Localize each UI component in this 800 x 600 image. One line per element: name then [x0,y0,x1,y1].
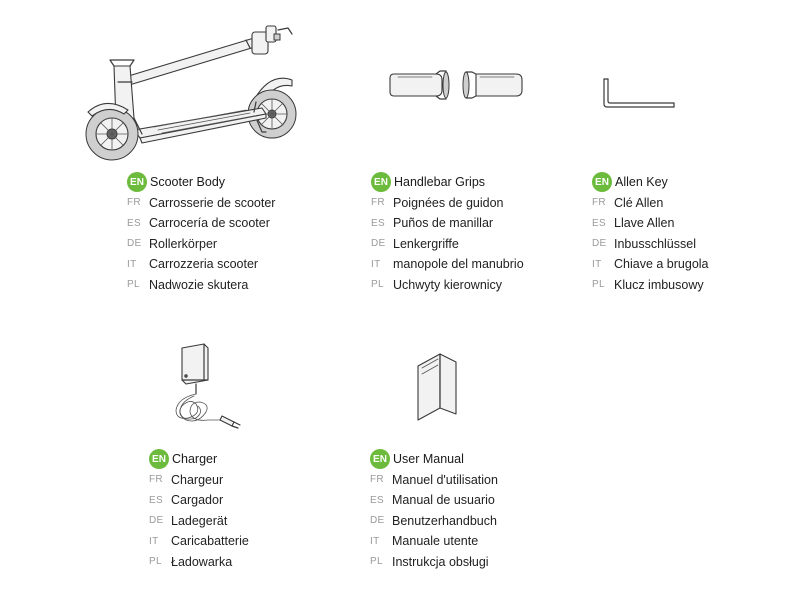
label-text-es: Puños de manillar [393,216,494,231]
allen-key-labels [592,172,709,295]
label-row-en [371,172,524,193]
label-text-es: Manual de usuario [392,493,495,508]
lang-code-it: IT [127,258,137,270]
manual-illustration [414,352,460,422]
label-row-pl [127,275,275,296]
lang-code-es: ES [370,494,384,506]
label-text-it: Chiave a brugola [614,257,709,272]
label-row-en [370,449,498,470]
lang-badge-en: EN [371,172,391,192]
label-row-it [370,531,498,552]
label-text-es: Carrocería de scooter [149,216,270,231]
label-text-it: Caricabatterie [171,534,249,549]
label-text-pl: Nadwozie skutera [149,277,249,292]
label-text-pl: Klucz imbusowy [614,277,704,292]
label-text-es: Llave Allen [614,216,675,231]
label-row-es [149,490,249,511]
label-row-en [127,172,275,193]
lang-code-de: DE [149,515,164,527]
lang-code-it: IT [370,535,380,547]
label-text-fr: Chargeur [171,472,224,487]
lang-code-pl: PL [370,556,383,568]
label-text-de: Inbusschlüssel [614,236,696,251]
label-text-it: Carrozzeria scooter [149,257,259,272]
lang-code-de: DE [370,515,385,527]
label-text-de: Lenkergriffe [393,236,459,251]
lang-code-es: ES [127,217,141,229]
grips-illustration [388,68,524,102]
lang-code-pl: PL [371,279,384,291]
label-text-it: Manuale utente [392,534,479,549]
label-row-it [371,254,524,275]
label-text-pl: Instrukcja obsługi [392,554,489,569]
label-row-pl [592,275,709,296]
label-row-it [127,254,275,275]
label-row-it [149,531,249,552]
label-row-es [370,490,498,511]
charger-illustration [168,340,244,432]
label-row-pl [149,552,249,573]
label-row-es [592,213,709,234]
label-row-en [149,449,249,470]
label-row-fr [127,193,275,214]
handlebar-grips-labels [371,172,524,295]
label-text-en: Charger [172,452,218,467]
allen-key-illustration [600,76,680,110]
label-row-en [592,172,709,193]
scooter-body-labels [127,172,275,295]
label-text-de: Benutzerhandbuch [392,513,497,528]
lang-code-it: IT [592,258,602,270]
label-row-es [127,213,275,234]
lang-code-fr: FR [370,474,384,486]
label-row-fr [370,470,498,491]
label-row-fr [592,193,709,214]
label-text-es: Cargador [171,493,224,508]
label-text-pl: Uchwyty kierownicy [393,277,503,292]
label-row-es [371,213,524,234]
lang-code-es: ES [149,494,163,506]
label-row-fr [149,470,249,491]
lang-code-pl: PL [592,279,605,291]
label-row-fr [371,193,524,214]
label-row-de [149,511,249,532]
lang-badge-en: EN [149,449,169,469]
lang-code-fr: FR [127,197,141,209]
label-row-de [371,234,524,255]
label-row-pl [370,552,498,573]
lang-code-de: DE [371,238,386,250]
label-text-fr: Carrosserie de scooter [149,195,276,210]
label-row-pl [371,275,524,296]
scooter-illustration [78,22,306,164]
lang-code-de: DE [592,238,607,250]
user-manual-labels [370,449,498,572]
label-row-it [592,254,709,275]
label-text-en: User Manual [393,452,464,467]
label-row-de [127,234,275,255]
lang-code-de: DE [127,238,142,250]
label-text-de: Rollerkörper [149,236,218,251]
label-text-it: manopole del manubrio [393,257,524,272]
label-text-fr: Manuel d'utilisation [392,472,498,487]
lang-badge-en: EN [127,172,147,192]
charger-labels [149,449,249,572]
lang-badge-en: EN [370,449,390,469]
label-text-en: Allen Key [615,175,668,190]
lang-code-pl: PL [127,279,140,291]
lang-code-es: ES [371,217,385,229]
lang-code-fr: FR [149,474,163,486]
label-text-fr: Clé Allen [614,195,664,210]
lang-code-fr: FR [592,197,606,209]
lang-code-pl: PL [149,556,162,568]
label-text-de: Ladegerät [171,513,228,528]
label-text-en: Handlebar Grips [394,175,486,190]
label-text-fr: Poignées de guidon [393,195,504,210]
lang-code-it: IT [149,535,159,547]
lang-code-es: ES [592,217,606,229]
label-row-de [592,234,709,255]
label-text-pl: Ładowarka [171,554,233,569]
lang-code-it: IT [371,258,381,270]
label-row-de [370,511,498,532]
label-text-en: Scooter Body [150,175,226,190]
lang-code-fr: FR [371,197,385,209]
lang-badge-en: EN [592,172,612,192]
